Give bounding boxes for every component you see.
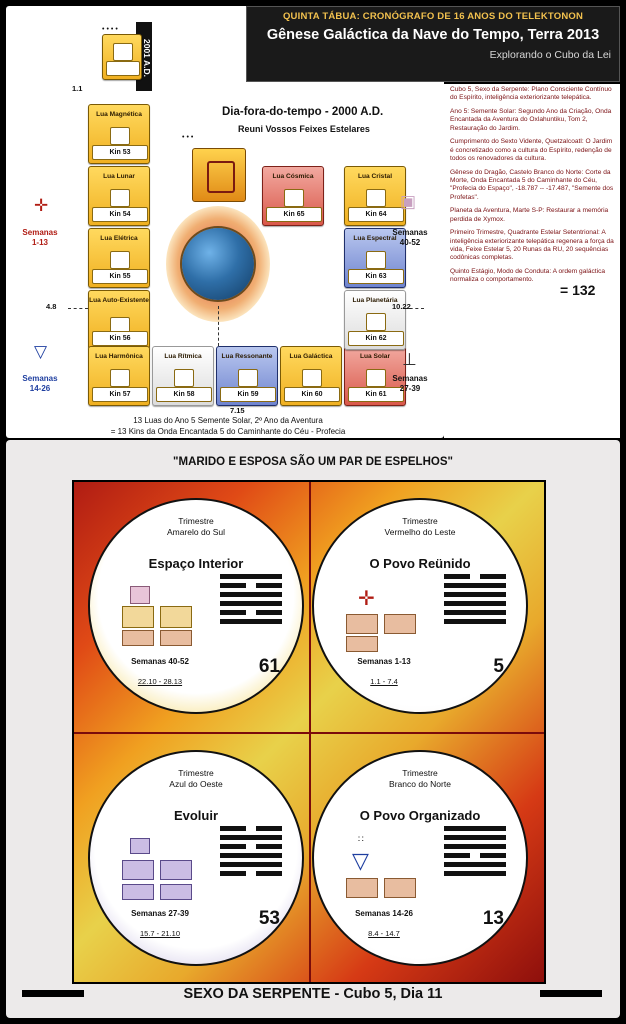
quadrant-3-name: O Povo Organizado	[359, 808, 481, 823]
total-label: = 132	[560, 282, 596, 298]
quadrant-0-number: 61	[258, 656, 280, 677]
right-paragraph-2: Cumprimento do Sexto Vidente, Quetzalcoatl: O Jardim é concretizado como a cultura do Espírito, redenção de todos os renovadores da cultura.	[450, 138, 613, 163]
quadrant-0-weeks: Semanas 40-52	[131, 657, 189, 666]
moon-box-4: Lua Harmônica Kin 57	[88, 346, 150, 406]
quadrant-white-north	[312, 750, 528, 966]
right-paragraph-0: Cubo 5, Sexo da Serpente: Plano Consciente Contínuo do Espírito, inteligência exteriorizante telepática.	[450, 86, 612, 102]
moon-box-0: Lua Magnética Kin 53	[88, 104, 150, 164]
lower-title: "MARIDO E ESPOSA SÃO UM PAR DE ESPELHOS"	[173, 456, 453, 468]
earth-globe	[182, 228, 254, 300]
quadrant-1-trimester: Trimestre Vermelho do Leste	[384, 516, 456, 537]
moon-box-8: Lua Solar Kin 61	[344, 346, 406, 406]
moon-box-11: Lua Cristal Kin 64	[344, 166, 406, 226]
quadrant-0-hexagram	[220, 574, 282, 628]
quadrant-1-dates: 1.1 - 7.4	[370, 677, 398, 686]
season-icon-south: ▣	[400, 192, 417, 211]
season-label-east: Semanas 1-13	[22, 228, 58, 247]
season-icon-north: ▽	[34, 342, 48, 361]
quadrant-1-icons: ✛	[340, 586, 450, 646]
right-paragraph-4: Planeta da Aventura, Marte S-P: Restaurar a memória perdida de Xymox.	[450, 207, 609, 223]
quadrant-3-number: 13	[482, 908, 504, 929]
quadrant-2-weeks: Semanas 27-39	[131, 909, 189, 918]
quadrant-1-hexagram	[444, 574, 506, 628]
connector-south	[218, 306, 219, 346]
moon-box-10: Lua Espectral Kin 63	[344, 228, 406, 288]
moon-box-6: Lua Ressonante Kin 59	[216, 346, 278, 406]
dia-fora-title: Dia-fora-do-tempo - 2000 A.D.	[222, 106, 384, 118]
marker-10-22: 10.22	[392, 302, 411, 311]
season-icon-west: ⊥	[402, 350, 417, 369]
hunab-ku-glyph	[192, 148, 246, 202]
dot-row-mid: •••	[182, 134, 196, 141]
quadrant-blue-west	[88, 750, 304, 966]
season-label-south: Semanas 40-52	[392, 228, 428, 247]
moon-box-12: Lua Cósmica Kin 65	[262, 166, 324, 226]
quadrant-3-hexagram	[444, 826, 506, 880]
season-icon-east: ✛	[34, 196, 49, 215]
quadrant-2-name: Evoluir	[173, 808, 219, 823]
quadrant-board	[72, 480, 546, 984]
marker-4-8: 4.8	[46, 302, 57, 311]
right-paragraph-5: Primeiro Trimestre, Quadrante Estelar Setentrional: A inteligência exteriorizante telepática regenera a força da vida, Feixe Estelar 5, 20 Runas da RU, 20 sequências codônicas completas.	[450, 229, 614, 262]
quadrant-0-dates: 22.10 - 28.13	[137, 677, 183, 686]
quadrant-0-icons	[116, 586, 226, 646]
moon-box-3: Lua Auto-Existente Kin 56	[88, 290, 150, 350]
divider-horizontal	[74, 732, 544, 734]
quadrant-3-icons: ∷ ▽	[340, 838, 450, 898]
quadrant-1-name: O Povo Reünido	[369, 556, 471, 571]
lower-panel	[6, 440, 620, 1018]
kin-box-seed	[102, 34, 142, 80]
quadrant-3-weeks: Semanas 14-26	[355, 909, 413, 918]
quadrant-red-east	[312, 498, 528, 714]
title-banner	[246, 6, 620, 82]
quadrant-1-number: 5	[493, 656, 504, 677]
marker-7-15: 7.15	[230, 406, 245, 415]
quadrant-0-name: Espaço Interior	[148, 556, 244, 571]
dia-fora-subtitle: Reuni Vossos Feixes Estelares	[238, 124, 370, 134]
right-paragraph-3: Gênese do Dragão, Castelo Branco do Norte: Corte da Morte, Onda Encantada 5 do Caminhante do Céu, "Profecia do Espaço", -18.787 -- -17.487, "Semente dos Profetas".	[450, 168, 614, 201]
quadrant-2-dates: 15.7 - 21.10	[139, 929, 181, 938]
right-paragraph-6: Quinto Estágio, Modo de Conduta: A ordem galáctica normaliza o comportamento.	[450, 267, 606, 284]
quadrant-2-trimester: Trimestre Azul do Oeste	[169, 768, 223, 789]
moon-box-2: Lua Elétrica Kin 55	[88, 228, 150, 288]
dot-row-top: ••••	[102, 26, 120, 33]
season-label-north: Semanas 14-26	[22, 374, 58, 393]
banner-line-3: Explorando o Cubo da Lei	[489, 49, 611, 61]
quadrant-2-hexagram	[220, 826, 282, 880]
moon-box-7: Lua Galáctica Kin 60	[280, 346, 342, 406]
moon-box-9: Lua Planetária Kin 62	[344, 290, 406, 350]
moon-box-1: Lua Lunar Kin 54	[88, 166, 150, 226]
banner-line-1: QUINTA TÁBUA: CRONÓGRAFO DE 16 ANOS DO TELEKTONON	[282, 11, 584, 22]
quadrant-2-number: 53	[258, 908, 280, 929]
year-tag: 2001 A.D.	[136, 22, 152, 91]
quadrant-yellow-south	[88, 498, 304, 714]
banner-line-2: Gênese Galáctica da Nave do Tempo, Terra 2013	[266, 27, 600, 43]
right-paragraph-1: Ano 5: Semente Solar: Segundo Ano da Criação, Onda Encantada da Aventura do Oxlahuntiku, Tom 2, Restauração do Jardim.	[450, 107, 612, 132]
quadrant-2-icons	[116, 838, 226, 898]
season-label-west: Semanas 27-39	[392, 374, 428, 393]
bottom-title: SEXO DA SERPENTE - Cubo 5, Dia 11	[183, 986, 443, 1002]
connector-west	[68, 308, 88, 309]
kin-1-1-label: 1.1	[72, 84, 83, 93]
upper-footnote: 13 Luas do Ano 5 Semente Solar, 2º Ano da Aventura = 13 Kins da Onda Encantada 5 do Caminhante do Céu - Profecia	[110, 416, 346, 436]
quadrant-0-trimester: Trimestre Amarelo do Sul	[166, 516, 226, 537]
quadrant-1-weeks: Semanas 1-13	[357, 657, 411, 666]
right-column-text	[450, 86, 616, 432]
moon-box-5: Lua Rítmica Kin 58	[152, 346, 214, 406]
quadrant-3-dates: 8.4 - 14.7	[368, 929, 400, 938]
quadrant-3-trimester: Trimestre Branco do Norte	[389, 768, 451, 789]
